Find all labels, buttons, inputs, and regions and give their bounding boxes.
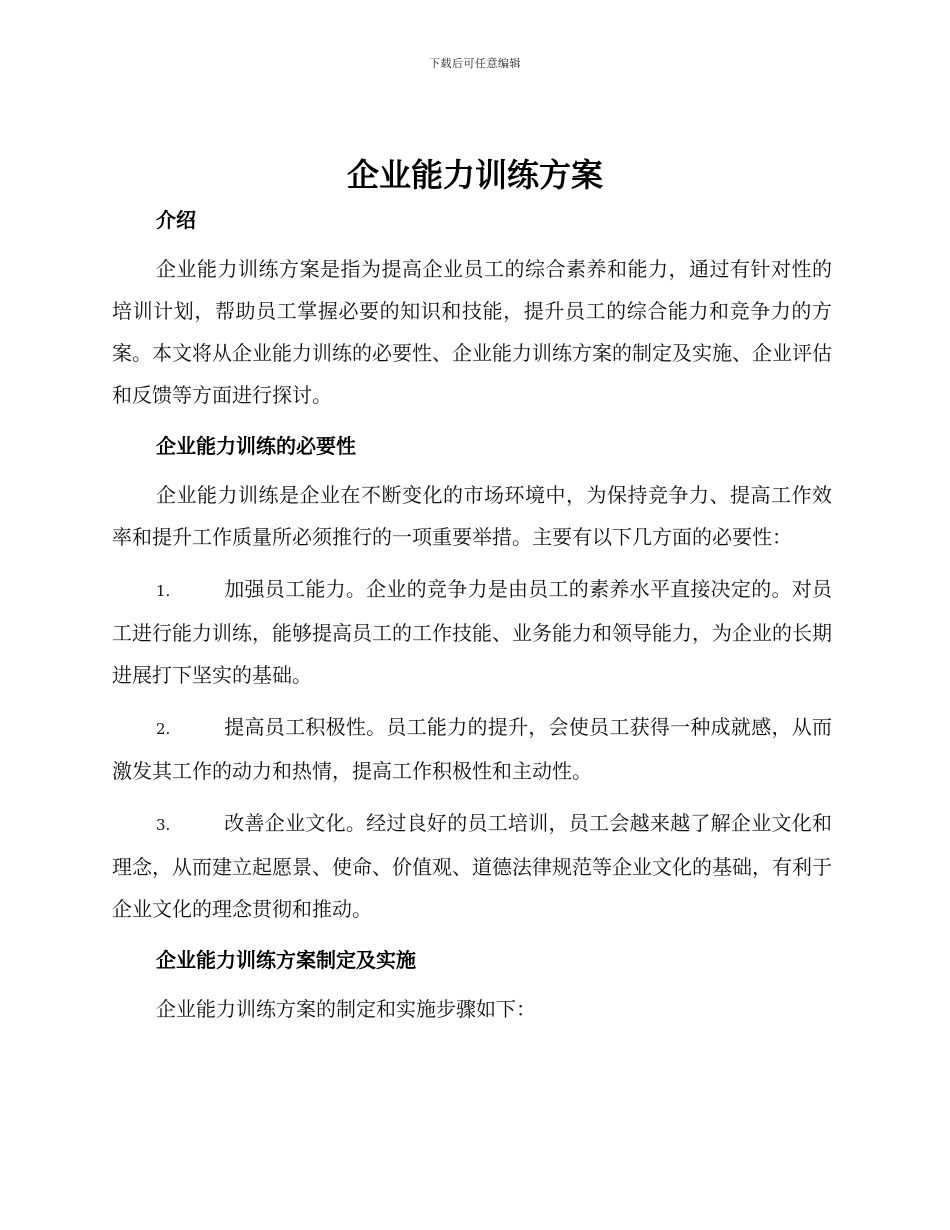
section-heading-implementation: 企业能力训练方案制定及实施: [156, 948, 416, 972]
section-heading-necessity: 企业能力训练的必要性: [156, 434, 356, 458]
list-item: [112, 802, 832, 930]
list-item-number: 2.: [156, 720, 171, 738]
page-header-note: 下载后可任意编辑: [429, 57, 521, 70]
list-item-text: 提高员工积极性。员工能力的提升，会使员工获得一种成就感，从而激发其工作的动力和热情，提高工作积极性和主动性。: [112, 715, 832, 783]
list-item-number: 3.: [156, 816, 171, 834]
implementation-paragraph: 企业能力训练方案的制定和实施步骤如下：: [156, 997, 536, 1021]
necessity-paragraph: 企业能力训练是企业在不断变化的市场环境中，为保持竞争力、提高工作效率和提升工作质量所必须推行的一项重要举措。主要有以下几方面的必要性：: [112, 483, 832, 549]
list-item: [112, 568, 832, 696]
list-item: [112, 706, 832, 792]
document-title: 企业能力训练方案: [346, 156, 603, 194]
list-item-number: 1.: [156, 582, 171, 600]
intro-paragraph: 企业能力训练方案是指为提高企业员工的综合素养和能力，通过有针对性的培训计划，帮助员工掌握必要的知识和技能，提升员工的综合能力和竞争力的方案。本文将从企业能力训练的必要性、企业能力训练方案的制定及实施、企业评估和反馈等方面进行探讨。: [112, 257, 832, 407]
list-item-text: 改善企业文化。经过良好的员工培训，员工会越来越了解企业文化和理念，从而建立起愿景、使命、价值观、道德法律规范等企业文化的基础，有利于企业文化的理念贯彻和推动。: [112, 811, 832, 921]
section-heading-intro: 介绍: [156, 208, 196, 232]
list-item-text: 加强员工能力。企业的竞争力是由员工的素养水平直接决定的。对员工进行能力训练，能够提高员工的工作技能、业务能力和领导能力，为企业的长期进展打下坚实的基础。: [112, 577, 832, 687]
document-body: [112, 200, 832, 1030]
